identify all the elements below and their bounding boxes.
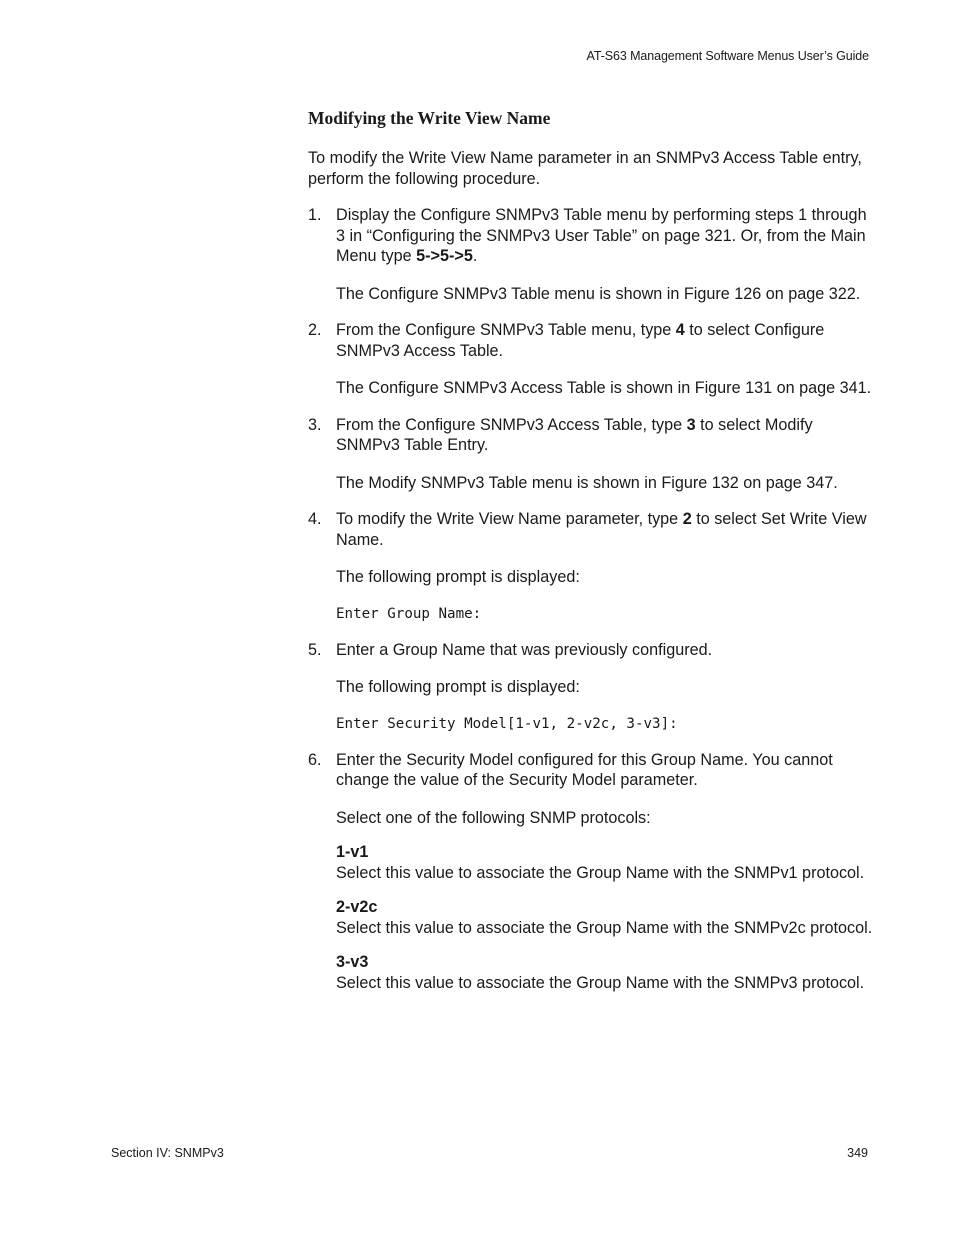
procedure-list [308,205,874,993]
step-number: 4. [308,510,322,528]
option-description: Select this value to associate the Group Name with the SNMPv3 protocol. [336,973,865,992]
step-number: 6. [308,750,322,769]
step-number: 3. [308,415,322,434]
step-number: 2. [308,321,322,339]
option-item [336,897,874,938]
key-value: 3 [686,415,696,434]
section-heading: Modifying the Write View Name [308,108,551,128]
key-value: 5 [439,247,449,265]
page-number: 349 [847,1146,868,1160]
step-text: Enter the Security Model configured for this Group Name. You cannot change the value of the Security Model parameter. [336,750,833,789]
step-number: 1. [308,206,322,224]
prompt-code: Enter Group Name: [336,605,482,622]
step-text: To modify the Write View Name parameter, type 2 to select Set Write View Name. [336,510,867,549]
prompt-code: Enter Security Model[1-v1, 2-v2c, 3-v3]: [336,715,678,732]
step-6 [308,750,874,994]
step-text: From the Configure SNMPv3 Table menu, type 4 to select Configure SNMPv3 Access Table. [336,321,825,360]
step-text: From the Configure SNMPv3 Access Table, type 3 to select Modify SNMPv3 Table Entry. [336,415,813,454]
option-name: 3-v3 [336,953,369,971]
step-3 [308,415,874,494]
key-value: 2 [682,510,692,528]
key-value: 4 [675,321,685,339]
step-note: The Configure SNMPv3 Access Table is shown in Figure 131 on page 341. [336,379,872,397]
step-1 [308,205,874,304]
step-text: Enter a Group Name that was previously configured. [336,640,713,659]
footer-section: Section IV: SNMPv3 [111,1146,224,1160]
step-note: Select one of the following SNMP protocols: [336,808,651,827]
step-number: 5. [308,640,322,659]
step-note: The following prompt is displayed: [336,568,580,586]
step-note: The following prompt is displayed: [336,678,580,696]
step-4 [308,509,874,624]
step-note: The Modify SNMPv3 Table menu is shown in Figure 132 on page 347. [336,473,838,492]
option-item [336,952,874,993]
option-item [336,842,874,883]
step-5 [308,640,874,734]
step-note: The Configure SNMPv3 Table menu is shown in Figure 126 on page 322. [336,284,861,303]
step-2 [308,320,874,399]
running-header: AT-S63 Management Software Menus User’s Guide [586,49,869,63]
option-description: Select this value to associate the Group Name with the SNMPv2c protocol. [336,918,873,937]
page-content [308,108,874,1009]
key-value: 5 [463,247,473,265]
option-name: 1-v1 [336,843,369,861]
option-name: 2-v2c [336,898,378,916]
option-description: Select this value to associate the Group Name with the SNMPv1 protocol. [336,863,865,882]
intro-paragraph: To modify the Write View Name parameter in an SNMPv3 Access Table entry, perform the following procedure. [308,149,862,188]
key-value: 5 [416,247,426,265]
step-text: Display the Configure SNMPv3 Table menu by performing steps 1 through 3 in “Configuring the SNMPv3 User Table” on page 321. Or, from the Main Menu type 5->5->5. [336,206,867,265]
